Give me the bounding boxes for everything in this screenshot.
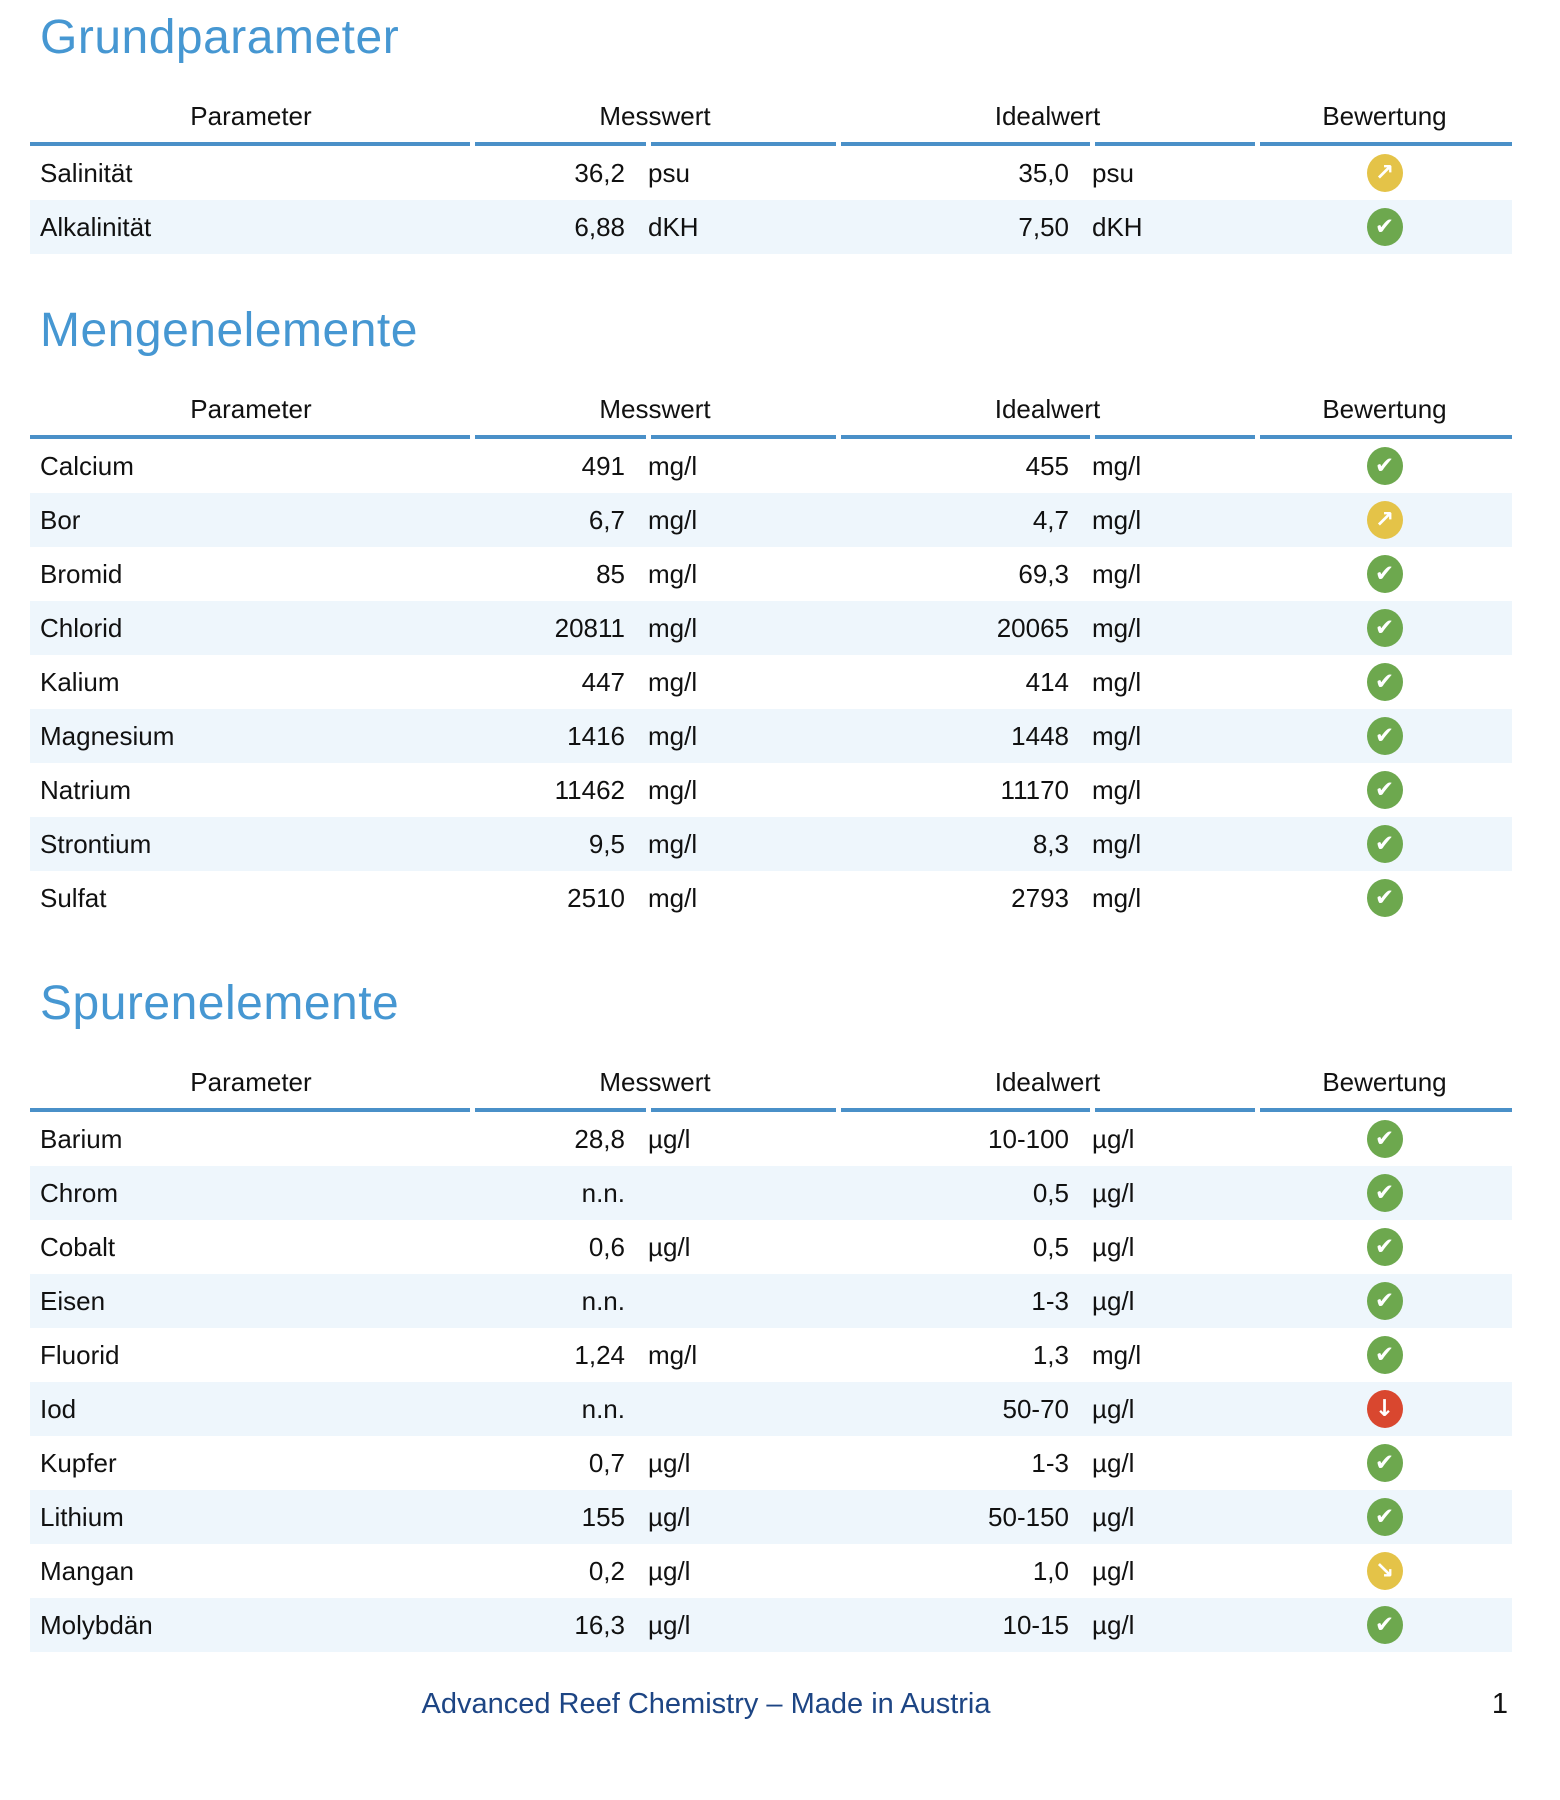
table-row <box>30 200 1512 254</box>
check-circle-icon: ✔ <box>1367 208 1403 246</box>
messwert-value: 447 <box>581 666 625 697</box>
bewertung-cell <box>1257 1498 1512 1536</box>
messwert-value: 6,88 <box>574 211 625 242</box>
idealwert-value: 1,3 <box>1032 1339 1069 1370</box>
table-row <box>30 1166 1512 1220</box>
idealwert-value: 1-3 <box>1031 1285 1069 1316</box>
check-circle-icon: ✔ <box>1367 1120 1403 1158</box>
bewertung-cell <box>1257 1552 1512 1590</box>
column-header-parameter: Parameter <box>190 101 312 131</box>
messwert-unit: µg/l <box>648 1609 691 1640</box>
idealwert-unit: µg/l <box>1092 1393 1135 1424</box>
column-header-parameter: Parameter <box>190 394 312 424</box>
messwert-value: 0,6 <box>588 1231 625 1262</box>
messwert-unit: mg/l <box>648 558 698 589</box>
parameter-name: Eisen <box>40 1285 106 1316</box>
table-row <box>30 709 1512 763</box>
parameter-table <box>30 359 1512 925</box>
parameter-name: Bromid <box>40 558 123 589</box>
parameter-name: Kupfer <box>40 1447 117 1478</box>
check-circle-icon: ✔ <box>1367 1498 1403 1536</box>
table-row <box>30 655 1512 709</box>
idealwert-unit: µg/l <box>1092 1609 1135 1640</box>
check-circle-icon: ✔ <box>1367 1606 1403 1644</box>
bewertung-cell <box>1257 717 1512 755</box>
check-circle-icon: ✔ <box>1367 879 1403 917</box>
messwert-value: 0,7 <box>588 1447 625 1478</box>
idealwert-value: 20065 <box>996 612 1069 643</box>
table-row <box>30 871 1512 925</box>
messwert-value: 1,24 <box>574 1339 625 1370</box>
idealwert-value: 35,0 <box>1018 157 1069 188</box>
idealwert-unit: mg/l <box>1092 774 1142 805</box>
table-row <box>30 547 1512 601</box>
table-body <box>30 439 1512 925</box>
idealwert-unit: mg/l <box>1092 504 1142 535</box>
idealwert-unit: µg/l <box>1092 1501 1135 1532</box>
messwert-unit: dKH <box>648 211 699 242</box>
messwert-unit: µg/l <box>648 1501 691 1532</box>
parameter-table <box>30 1032 1512 1652</box>
table-row <box>30 601 1512 655</box>
messwert-value: 20811 <box>554 612 625 643</box>
parameter-name: Kalium <box>40 666 120 697</box>
messwert-value: 36,2 <box>574 157 625 188</box>
parameter-name: Sulfat <box>40 882 107 913</box>
idealwert-value: 10-100 <box>988 1123 1069 1154</box>
idealwert-unit: dKH <box>1092 211 1143 242</box>
check-circle-icon: ✔ <box>1367 447 1403 485</box>
table-row <box>30 1112 1512 1166</box>
check-circle-icon: ✔ <box>1367 717 1403 755</box>
parameter-name: Cobalt <box>40 1231 116 1262</box>
report-section <box>30 976 1512 1652</box>
arrow-down-circle-icon: ↓ <box>1367 1390 1403 1428</box>
bewertung-cell <box>1257 1120 1512 1158</box>
arrow-up-right-circle-icon: ↗ <box>1367 501 1403 539</box>
column-header-bewertung: Bewertung <box>1322 1067 1447 1097</box>
column-header-messwert: Messwert <box>599 1067 711 1097</box>
check-circle-icon: ✔ <box>1367 1282 1403 1320</box>
bewertung-cell <box>1257 154 1512 192</box>
messwert-value: 16,3 <box>574 1609 625 1640</box>
table-row <box>30 1544 1512 1598</box>
column-header-bewertung: Bewertung <box>1322 101 1447 131</box>
messwert-value: 2510 <box>567 882 625 913</box>
messwert-unit: mg/l <box>648 720 698 751</box>
check-circle-icon: ✔ <box>1367 555 1403 593</box>
check-circle-icon: ✔ <box>1367 609 1403 647</box>
bewertung-cell <box>1257 555 1512 593</box>
bewertung-cell <box>1257 447 1512 485</box>
messwert-unit: mg/l <box>648 450 698 481</box>
table-header-row <box>30 1032 1512 1108</box>
arrow-down-right-circle-icon: ↘ <box>1367 1552 1403 1590</box>
messwert-value: 9,5 <box>588 828 625 859</box>
section-title: Grundparameter <box>40 11 400 64</box>
parameter-name: Chrom <box>40 1177 119 1208</box>
table-row <box>30 493 1512 547</box>
bewertung-cell <box>1257 609 1512 647</box>
idealwert-unit: mg/l <box>1092 882 1142 913</box>
bewertung-cell <box>1257 1336 1512 1374</box>
idealwert-unit: mg/l <box>1092 828 1142 859</box>
bewertung-cell <box>1257 1282 1512 1320</box>
messwert-value: n.n. <box>581 1177 625 1208</box>
messwert-unit: µg/l <box>648 1555 691 1586</box>
idealwert-value: 10-15 <box>1002 1609 1069 1640</box>
column-header-messwert: Messwert <box>599 394 711 424</box>
messwert-value: 491 <box>581 450 625 481</box>
messwert-value: 1416 <box>567 720 625 751</box>
table-row <box>30 1490 1512 1544</box>
table-row <box>30 439 1512 493</box>
idealwert-value: 50-70 <box>1002 1393 1069 1424</box>
messwert-unit: mg/l <box>648 1339 698 1370</box>
check-circle-icon: ✔ <box>1367 1228 1403 1266</box>
idealwert-unit: µg/l <box>1092 1447 1135 1478</box>
idealwert-value: 69,3 <box>1018 558 1069 589</box>
check-circle-icon: ✔ <box>1367 1174 1403 1212</box>
report-section <box>30 10 1512 254</box>
messwert-unit: µg/l <box>648 1231 691 1262</box>
idealwert-value: 0,5 <box>1032 1231 1069 1262</box>
parameter-name: Barium <box>40 1123 123 1154</box>
column-header-parameter: Parameter <box>190 1067 312 1097</box>
table-row <box>30 817 1512 871</box>
parameter-name: Bor <box>40 504 81 535</box>
idealwert-unit: µg/l <box>1092 1285 1135 1316</box>
bewertung-cell <box>1257 208 1512 246</box>
parameter-name: Natrium <box>40 774 132 805</box>
bewertung-cell <box>1257 1444 1512 1482</box>
messwert-value: 28,8 <box>574 1123 625 1154</box>
messwert-unit: mg/l <box>648 612 698 643</box>
parameter-name: Chlorid <box>40 612 123 643</box>
messwert-value: 11462 <box>554 774 625 805</box>
idealwert-unit: psu <box>1092 157 1134 188</box>
table-row <box>30 146 1512 200</box>
footer-brand-text: Advanced Reef Chemistry – Made in Austria <box>421 1688 991 1720</box>
table-row <box>30 1436 1512 1490</box>
check-circle-icon: ✔ <box>1367 663 1403 701</box>
idealwert-unit: mg/l <box>1092 720 1142 751</box>
idealwert-unit: µg/l <box>1092 1177 1135 1208</box>
parameter-name: Mangan <box>40 1555 134 1586</box>
messwert-value: 85 <box>596 558 625 589</box>
parameter-name: Strontium <box>40 828 152 859</box>
idealwert-value: 2793 <box>1011 882 1069 913</box>
section-title: Mengenelemente <box>40 304 418 357</box>
column-header-idealwert: Idealwert <box>994 101 1101 131</box>
parameter-name: Salinität <box>40 157 133 188</box>
bewertung-cell <box>1257 1174 1512 1212</box>
column-header-bewertung: Bewertung <box>1322 394 1447 424</box>
parameter-name: Magnesium <box>40 720 175 751</box>
column-header-idealwert: Idealwert <box>994 1067 1101 1097</box>
check-circle-icon: ✔ <box>1367 825 1403 863</box>
bewertung-cell <box>1257 1228 1512 1266</box>
bewertung-cell <box>1257 879 1512 917</box>
idealwert-unit: mg/l <box>1092 450 1142 481</box>
idealwert-value: 50-150 <box>988 1501 1069 1532</box>
column-header-idealwert: Idealwert <box>994 394 1101 424</box>
table-row <box>30 1274 1512 1328</box>
messwert-unit: mg/l <box>648 666 698 697</box>
messwert-unit: µg/l <box>648 1447 691 1478</box>
idealwert-value: 1-3 <box>1031 1447 1069 1478</box>
idealwert-value: 7,50 <box>1018 211 1069 242</box>
messwert-unit: mg/l <box>648 504 698 535</box>
check-circle-icon: ✔ <box>1367 1336 1403 1374</box>
idealwert-value: 4,7 <box>1032 504 1069 535</box>
messwert-value: n.n. <box>581 1393 625 1424</box>
idealwert-value: 455 <box>1025 450 1069 481</box>
table-row <box>30 1220 1512 1274</box>
messwert-unit: mg/l <box>648 774 698 805</box>
parameter-name: Molybdän <box>40 1609 153 1640</box>
idealwert-value: 414 <box>1025 666 1069 697</box>
idealwert-unit: mg/l <box>1092 612 1142 643</box>
idealwert-unit: µg/l <box>1092 1555 1135 1586</box>
bewertung-cell <box>1257 1606 1512 1644</box>
idealwert-value: 0,5 <box>1032 1177 1069 1208</box>
check-circle-icon: ✔ <box>1367 771 1403 809</box>
parameter-name: Fluorid <box>40 1339 120 1370</box>
arrow-up-right-circle-icon: ↗ <box>1367 154 1403 192</box>
messwert-unit: psu <box>648 157 690 188</box>
table-body <box>30 1112 1512 1652</box>
table-row <box>30 1598 1512 1652</box>
page-number: 1 <box>1491 1688 1508 1720</box>
parameter-name: Alkalinität <box>40 211 152 242</box>
table-header-row <box>30 359 1512 435</box>
idealwert-unit: µg/l <box>1092 1231 1135 1262</box>
check-circle-icon: ✔ <box>1367 1444 1403 1482</box>
table-row <box>30 763 1512 817</box>
bewertung-cell <box>1257 825 1512 863</box>
table-row <box>30 1328 1512 1382</box>
parameter-name: Iod <box>40 1393 77 1424</box>
bewertung-cell <box>1257 501 1512 539</box>
idealwert-value: 8,3 <box>1032 828 1069 859</box>
parameter-table <box>30 66 1512 254</box>
messwert-value: 155 <box>581 1501 625 1532</box>
messwert-unit: µg/l <box>648 1123 691 1154</box>
table-row <box>30 1382 1512 1436</box>
messwert-unit: mg/l <box>648 882 698 913</box>
idealwert-value: 11170 <box>1000 774 1069 805</box>
section-title: Spurenelemente <box>40 977 400 1030</box>
bewertung-cell <box>1257 663 1512 701</box>
parameter-name: Lithium <box>40 1501 124 1532</box>
idealwert-unit: mg/l <box>1092 1339 1142 1370</box>
messwert-value: 6,7 <box>588 504 625 535</box>
table-body <box>30 146 1512 254</box>
idealwert-unit: µg/l <box>1092 1123 1135 1154</box>
column-header-messwert: Messwert <box>599 101 711 131</box>
idealwert-unit: mg/l <box>1092 666 1142 697</box>
report-section <box>30 303 1512 925</box>
page-footer <box>30 1688 1512 1728</box>
idealwert-value: 1448 <box>1011 720 1069 751</box>
messwert-unit: mg/l <box>648 828 698 859</box>
idealwert-value: 1,0 <box>1032 1555 1069 1586</box>
table-header-row <box>30 66 1512 142</box>
messwert-value: n.n. <box>581 1285 625 1316</box>
bewertung-cell <box>1257 771 1512 809</box>
messwert-value: 0,2 <box>588 1555 625 1586</box>
parameter-name: Calcium <box>40 450 134 481</box>
bewertung-cell <box>1257 1390 1512 1428</box>
idealwert-unit: mg/l <box>1092 558 1142 589</box>
